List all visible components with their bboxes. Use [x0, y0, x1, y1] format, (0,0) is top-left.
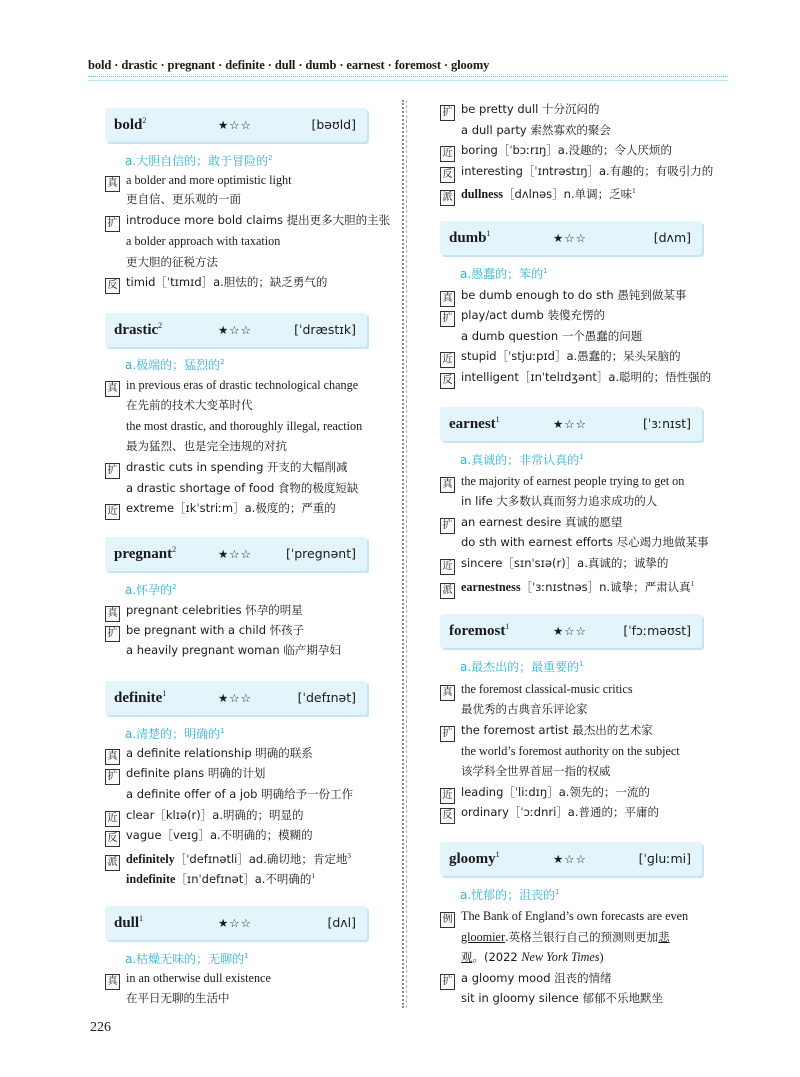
pronunciation: [ˈpregnənt]	[285, 546, 356, 561]
example-line: 真 pregnant celebrities 怀孕的明星	[105, 601, 303, 622]
entry-head-dull	[105, 906, 367, 940]
example-line: 扩 drastic cuts in spending 开支的大幅削减	[105, 458, 348, 479]
example-line: 该学科全世界首屈一指的权威	[461, 764, 611, 778]
headword: dumb$^1$	[449, 229, 491, 246]
synonym-line: 近 extreme［ɪkˈstriːm］a.极度的；严重的	[105, 499, 336, 520]
example-line: a definite offer of a job 明确给予一份工作	[126, 787, 354, 801]
tag-icon: 反	[440, 373, 455, 389]
synonym-line: 近 stupid［ˈstjuːpɪd］a.愚蠢的；呆头呆脑的	[440, 347, 681, 368]
sense-definition: a.清楚的；明确的$^1$	[125, 727, 225, 741]
tag-icon: 扩	[440, 726, 455, 742]
antonym-line: 反 timid［ˈtɪmɪd］a.胆怯的；缺乏勇气的	[105, 273, 327, 294]
tag-icon: 真	[105, 974, 120, 990]
tag-icon: 真	[105, 606, 120, 622]
tag-icon: 近	[440, 352, 455, 368]
example-line: 最为猛烈、也是完全违规的对抗	[126, 439, 287, 453]
pronunciation: [ˈɡluːmi]	[638, 851, 691, 866]
example-line: a drastic shortage of food 食物的极度短缺	[126, 481, 359, 495]
example-line: a bolder approach with taxation	[126, 234, 281, 248]
pronunciation: [ˈdræstɪk]	[294, 322, 356, 337]
frequency-stars: ★☆☆	[218, 691, 252, 705]
header-rule	[88, 76, 728, 77]
example-line: 扩 play/act dumb 装傻充愣的	[440, 306, 605, 327]
example-line: a dumb question 一个愚蠢的问题	[461, 329, 643, 343]
frequency-stars: ★☆☆	[553, 852, 587, 866]
example-line: 真 a bolder and more optimistic light	[105, 171, 292, 192]
example-line: 观。(2022 New York Times)	[461, 950, 604, 964]
frequency-stars: ★☆☆	[218, 547, 252, 561]
entry-head-dumb	[440, 221, 702, 255]
tag-icon: 真	[440, 685, 455, 701]
example-line: 真 be dumb enough to do sth 愚钝到做某事	[440, 286, 686, 307]
tag-icon: 近	[440, 146, 455, 162]
example-line: 真 in an otherwise dull existence	[105, 969, 271, 990]
tag-icon: 派	[105, 855, 120, 871]
antonym-line: 反 interesting［ˈɪntrəstɪŋ］a.有趣的；有吸引力的	[440, 162, 713, 183]
example-line: 扩 be pregnant with a child 怀孩子	[105, 621, 304, 642]
headword: bold$^2$	[114, 116, 147, 133]
tag-icon: 反	[440, 167, 455, 183]
tag-icon: 真	[440, 291, 455, 307]
tag-icon: 例	[440, 912, 455, 928]
sense-definition: a.愚蠢的；笨的$^1$	[460, 267, 548, 281]
tag-icon: 扩	[440, 311, 455, 327]
headword: foremost$^1$	[449, 622, 510, 639]
example-line: gloomier.英格兰银行自己的预测则更加悲	[461, 930, 670, 944]
tag-icon: 派	[440, 583, 455, 599]
page-number: 226	[90, 1020, 111, 1035]
pronunciation: [bəʊld]	[311, 117, 356, 132]
tag-icon: 真	[105, 176, 120, 192]
tag-icon: 扩	[105, 626, 120, 642]
example-line: 真 the majority of earnest people trying to get on	[440, 472, 684, 493]
example-line: 扩 be pretty dull 十分沉闷的	[440, 100, 600, 121]
entry-head-drastic	[105, 313, 367, 347]
sense-definition: a.枯燥无味的；无聊的$^1$	[125, 952, 249, 966]
sense-definition: a.忧郁的；沮丧的$^1$	[460, 888, 560, 902]
entry-head-earnest	[440, 407, 702, 441]
example-line: 真 a definite relationship 明确的联系	[105, 744, 313, 765]
pronunciation: [dʌm]	[653, 230, 691, 245]
derivative-line: 派 dullness［dʌlnəs］n.单调；乏味$^1$	[440, 182, 636, 206]
derivative-line: indefinite［ɪnˈdefɪnət］a.不明确的$^1$	[126, 872, 315, 887]
example-line: 真 the foremost classical-music critics	[440, 680, 633, 701]
entry-head-definite	[105, 681, 367, 715]
frequency-stars: ★☆☆	[218, 118, 252, 132]
pronunciation: [ˈdefɪnət]	[297, 690, 356, 705]
pronunciation: [ˈfɔːməʊst]	[623, 623, 691, 638]
pronunciation: [dʌl]	[327, 915, 356, 930]
tag-icon: 反	[105, 278, 120, 294]
tag-icon: 扩	[440, 974, 455, 990]
example-line: in life 大多数认真而努力追求成功的人	[461, 494, 658, 508]
example-line: the world’s foremost authority on the subject	[461, 744, 680, 758]
tag-icon: 近	[105, 811, 120, 827]
tag-icon: 真	[105, 381, 120, 397]
antonym-line: 反 vague［veɪɡ］a.不明确的；模糊的	[105, 826, 313, 847]
frequency-stars: ★☆☆	[553, 417, 587, 431]
tag-icon: 真	[440, 477, 455, 493]
tag-icon: 近	[105, 504, 120, 520]
headword: dull$^1$	[114, 914, 144, 931]
sense-definition: a.大胆自信的；敢于冒险的$^2$	[125, 154, 273, 168]
sense-definition: a.怀孕的$^2$	[125, 583, 177, 597]
frequency-stars: ★☆☆	[218, 323, 252, 337]
derivative-line: 派 earnestness［ˈɜːnɪstnəs］n.诚挚；严肃认真$^1$	[440, 575, 694, 599]
example-line: 扩 introduce more bold claims 提出更多大胆的主张	[105, 211, 390, 232]
headword: definite$^1$	[114, 689, 167, 706]
sense-definition: a.真诚的；非常认真的$^1$	[460, 453, 584, 467]
tag-icon: 真	[105, 749, 120, 765]
tag-icon: 扩	[440, 105, 455, 121]
example-line: 在先前的技术大变革时代	[126, 398, 253, 412]
pronunciation: [ˈɜːnɪst]	[642, 416, 691, 431]
tag-icon: 扩	[105, 769, 120, 785]
example-line: a dull party 索然寡欢的聚会	[461, 123, 611, 137]
example-line: a heavily pregnant woman 临产期孕妇	[126, 643, 341, 657]
tag-icon: 扩	[440, 518, 455, 534]
tag-icon: 近	[440, 559, 455, 575]
sense-definition: a.最杰出的；最重要的$^1$	[460, 660, 584, 674]
synonym-line: 近 sincere［sɪnˈsɪə(r)］a.真诚的；诚挚的	[440, 554, 668, 575]
tag-icon: 派	[440, 190, 455, 206]
example-line: sit in gloomy silence 郁郁不乐地默坐	[461, 991, 664, 1005]
example-line: 例 The Bank of England’s own forecasts are even	[440, 907, 688, 928]
entry-head-pregnant	[105, 537, 367, 571]
example-line: 更自信、更乐观的一面	[126, 192, 241, 206]
page-header: bold · drastic · pregnant · definite · dull · dumb · earnest · foremost · gloomy	[88, 58, 490, 72]
example-line: 扩 definite plans 明确的计划	[105, 764, 265, 785]
tag-icon: 扩	[105, 463, 120, 479]
example-line: 扩 the foremost artist 最杰出的艺术家	[440, 721, 653, 742]
antonym-line: 反 ordinary［ˈɔːdnri］a.普通的；平庸的	[440, 803, 659, 824]
headword: pregnant$^2$	[114, 545, 177, 562]
frequency-stars: ★☆☆	[553, 624, 587, 638]
derivative-line: 派 definitely［ˈdefɪnətli］ad.确切地；肯定地$^3$	[105, 847, 351, 871]
example-line: 更大胆的征税方法	[126, 255, 218, 269]
header-rule-secondary	[88, 80, 728, 81]
tag-icon: 扩	[105, 216, 120, 232]
frequency-stars: ★☆☆	[553, 231, 587, 245]
synonym-line: 近 clear［klɪə(r)］a.明确的；明显的	[105, 806, 303, 827]
antonym-line: 反 intelligent［ɪnˈtelɪdʒənt］a.聪明的；悟性强的	[440, 368, 711, 389]
example-line: 扩 a gloomy mood 沮丧的情绪	[440, 969, 612, 990]
sense-definition: a.极端的；猛烈的$^2$	[125, 358, 225, 372]
tag-icon: 反	[440, 808, 455, 824]
synonym-line: 近 boring［ˈbɔːrɪŋ］a.没趣的；令人厌烦的	[440, 141, 672, 162]
entry-head-gloomy	[440, 842, 702, 876]
tag-icon: 反	[105, 831, 120, 847]
entry-head-foremost	[440, 614, 702, 648]
example-line: the most drastic, and thoroughly illegal, reaction	[126, 419, 363, 433]
tag-icon: 近	[440, 788, 455, 804]
headword: gloomy$^1$	[449, 850, 500, 867]
example-line: 在平日无聊的生活中	[126, 991, 230, 1005]
headword: drastic$^2$	[114, 321, 163, 338]
entry-head-bold	[105, 108, 367, 142]
headword: earnest$^1$	[449, 415, 500, 432]
example-line: do sth with earnest efforts 尽心竭力地做某事	[461, 535, 709, 549]
example-line: 最优秀的古典音乐评论家	[461, 702, 588, 716]
frequency-stars: ★☆☆	[218, 916, 252, 930]
synonym-line: 近 leading［ˈliːdɪŋ］a.领先的；一流的	[440, 783, 650, 804]
column-divider	[402, 100, 404, 1008]
example-line: 真 in previous eras of drastic technological change	[105, 376, 358, 397]
example-line: 扩 an earnest desire 真诚的愿望	[440, 513, 622, 534]
